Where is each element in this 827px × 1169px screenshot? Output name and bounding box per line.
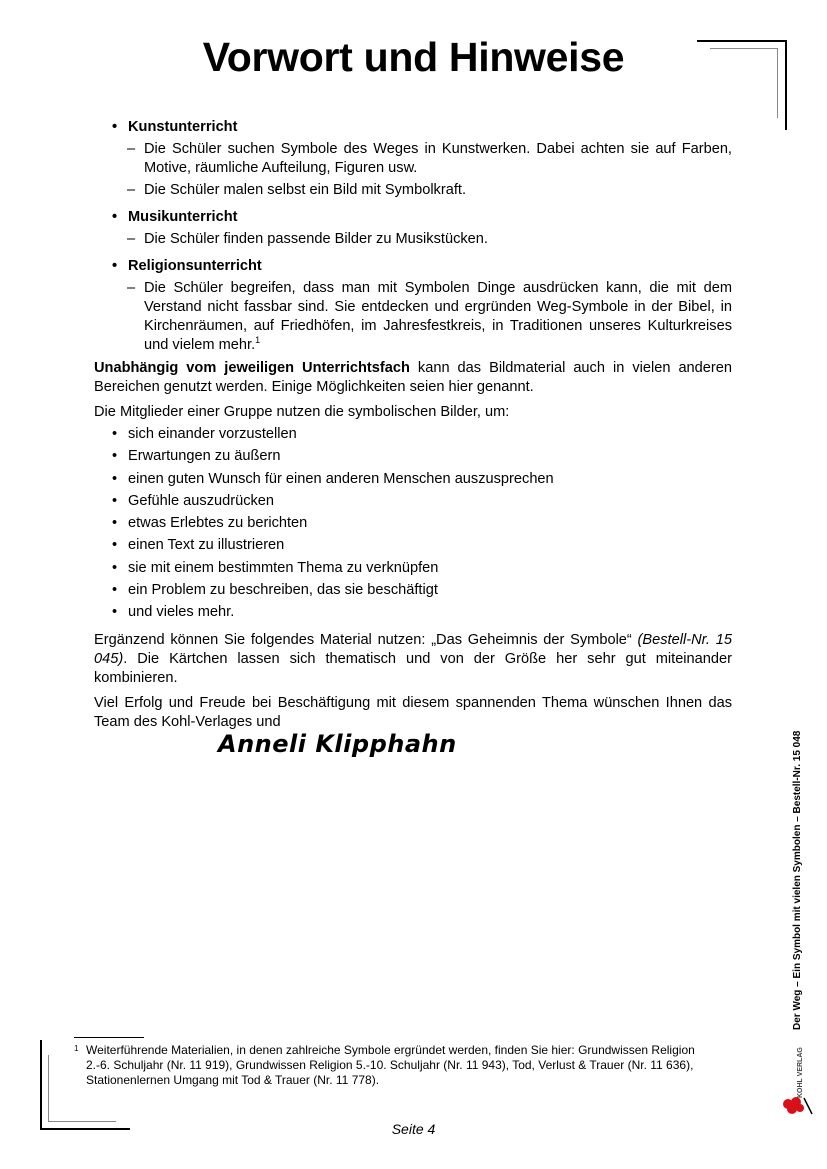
footnote-number: 1 <box>74 1044 79 1053</box>
paragraph-text: kann das Bildmaterial auch in vielen anderen Bereichen genutzt werden. Einige Möglichkeiten seien hier genannt. <box>94 360 732 395</box>
signature: Anneli Klipphahn <box>218 730 457 758</box>
footnote-divider <box>74 1037 144 1038</box>
section-religion <box>94 257 732 355</box>
paragraph-text: . Die Kärtchen lassen sich thematisch und von der Größe her sehr gut miteinander kombinieren. <box>94 650 732 686</box>
order-number: (Bestell-Nr. 15 045) <box>94 631 732 667</box>
list-item: • sie mit einem bestimmten Thema zu verknüpfen <box>94 559 732 581</box>
section-musik <box>94 208 732 249</box>
footnote-text: Weiterführende Materialien, in denen zahlreiche Symbole ergründet werden, finden Sie hier: Grundwissen Religion 2.-6. Schuljahr (Nr. 11 919), Grundwissen Religion 5.-10. Schuljahr (Nr. 11 943), Tod, Verlust & Trauer (Nr. 11 636), Stationenlernen Umgang mit Tod & Trauer (Nr. 11 778). <box>86 1043 695 1087</box>
section-heading: • Religionsunterricht <box>94 257 732 276</box>
svg-text:KOHL VERLAG: KOHL VERLAG <box>797 1047 804 1098</box>
group-uses-list <box>94 425 732 626</box>
footnote <box>74 1043 704 1088</box>
side-caption: Der Weg – Ein Symbol mit vielen Symbolen – Bestell-Nr. 15 048 <box>792 730 803 1030</box>
list-item: • ein Problem zu beschreiben, das sie beschäftigt <box>94 581 732 603</box>
list-item: • sich einander vorzustellen <box>94 425 732 447</box>
paragraph-material <box>94 631 732 688</box>
list-item: – Die Schüler finden passende Bilder zu Musikstücken. <box>94 230 732 249</box>
list-item: • Erwartungen zu äußern <box>94 447 732 469</box>
paragraph-text: Ergänzend können Sie folgendes Material nutzen: „Das Geheimnis der Symbole“ <box>94 631 638 648</box>
kohl-verlag-logo <box>778 1040 814 1116</box>
section-heading: • Kunstunterricht <box>94 118 732 137</box>
list-item: • einen guten Wunsch für einen anderen Menschen auszusprechen <box>94 470 732 492</box>
paragraph-group: Die Mitglieder einer Gruppe nutzen die symbolischen Bilder, um: <box>94 404 510 420</box>
list-item <box>94 279 732 355</box>
list-item: • und vieles mehr. <box>94 603 732 625</box>
bold-lead: Unabhängig vom jeweiligen Unterrichtsfach <box>94 360 410 376</box>
page-number: Seite 4 <box>391 1121 436 1137</box>
list-item: • Gefühle auszudrücken <box>94 492 732 514</box>
section-heading: • Musikunterricht <box>94 208 732 227</box>
paragraph-intro <box>94 359 732 397</box>
footnote-ref: 1 <box>255 335 261 346</box>
main-content <box>94 118 732 738</box>
section-kunst <box>94 118 732 200</box>
list-item: – Die Schüler malen selbst ein Bild mit Symbolkraft. <box>94 181 732 200</box>
list-item-text: Die Schüler begreifen, dass man mit Symbolen Dinge ausdrücken kann, die mit dem Verstand nicht fassbar sind. Sie entdecken und ergründen Weg-Symbole in der Bibel, in Kirchenräumen, auf Friedhöfen, im Jahresfestkreis, in Traditionen unseres Kulturkreises und vielem mehr. <box>144 280 732 353</box>
list-item: • einen Text zu illustrieren <box>94 536 732 558</box>
paragraph-closing: Viel Erfolg und Freude bei Beschäftigung mit diesem spannenden Thema wünschen Ihnen das Team des Kohl-Verlages und <box>94 694 732 730</box>
page-title: Vorwort und Hinweise <box>202 34 625 80</box>
list-item: – Die Schüler suchen Symbole des Weges in Kunstwerken. Dabei achten sie auf Farben, Motive, räumliche Aufteilung, Figuren usw. <box>94 140 732 178</box>
list-item: • etwas Erlebtes zu berichten <box>94 514 732 536</box>
